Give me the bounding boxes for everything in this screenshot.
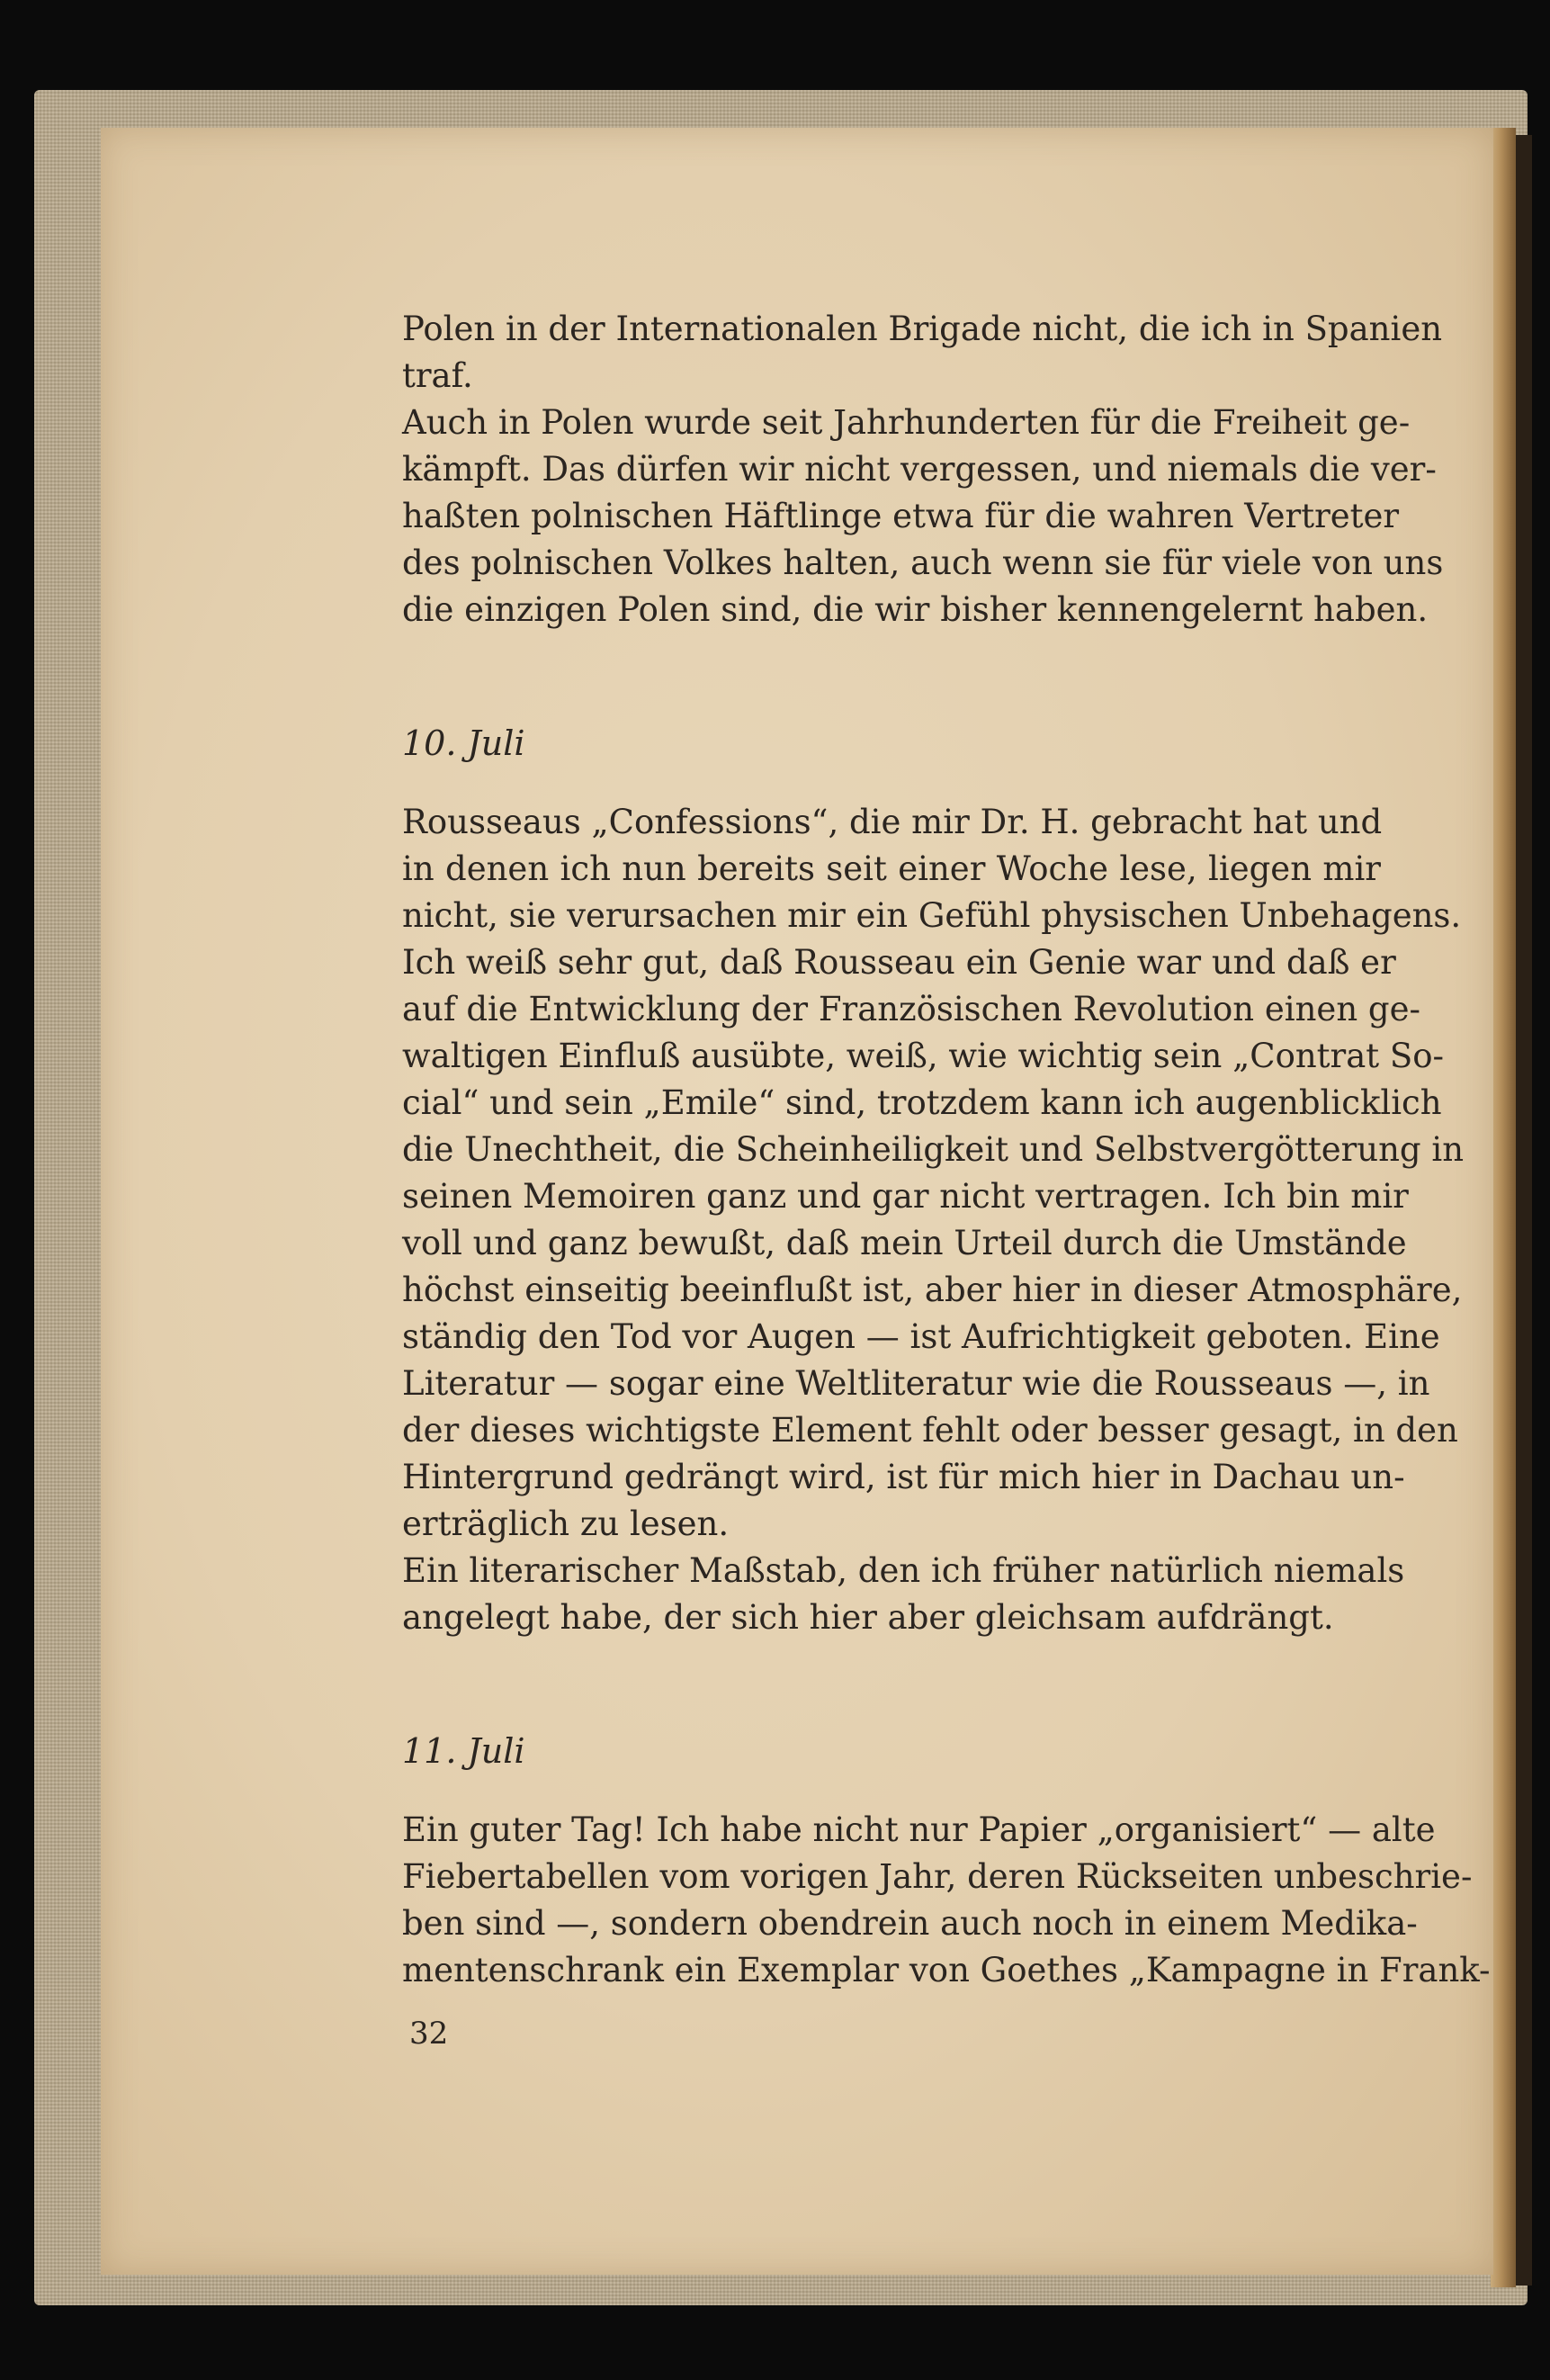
text-line: nicht, sie verursachen mir ein Gefühl physischen Unbehagens. [402, 896, 1462, 935]
text-line: erträglich zu lesen. [402, 1504, 730, 1543]
text-line: der dieses wichtigste Element fehlt oder besser gesagt, in den [402, 1411, 1458, 1450]
text-line: ständig den Tod vor Augen — ist Aufrichtigkeit geboten. Eine [402, 1317, 1440, 1356]
page-number: 32 [409, 2016, 449, 2052]
text-line: kämpft. Das dürfen wir nicht vergessen, und niemals die ver- [402, 450, 1437, 489]
text-line: Polen in der Internationalen Brigade nicht, die ich in Spanien [402, 310, 1443, 348]
text-line: traf. [402, 356, 473, 395]
text-line: Literatur — sogar eine Weltliteratur wie die Rousseaus —, in [402, 1364, 1430, 1403]
text-line: ben sind —, sondern obendrein auch noch in einem Medika- [402, 1904, 1418, 1943]
body-text [402, 306, 1491, 1994]
text-line: Ein literarischer Maßstab, den ich früher natürlich niemals [402, 1551, 1405, 1590]
text-line: mentenschrank ein Exemplar von Goethes „Kampagne in Frank- [402, 1951, 1491, 1989]
text-line: Fiebertabellen vom vorigen Jahr, deren Rückseiten unbeschrie- [402, 1857, 1473, 1896]
text-line: des polnischen Volkes halten, auch wenn sie für viele von uns [402, 543, 1444, 582]
text-line: die Unechtheit, die Scheinheiligkeit und Selbstvergötterung in [402, 1130, 1465, 1169]
entry-date-heading: 10. Juli [402, 723, 525, 763]
text-line: Rousseaus „Confessions“, die mir Dr. H. gebracht hat und [402, 803, 1383, 841]
paragraph-rousseau [402, 799, 1465, 1641]
section-gap [402, 1641, 1381, 1728]
entry-date-heading: 11. Juli [402, 1731, 525, 1771]
page-edges [1491, 128, 1516, 2287]
text-line: Ich weiß sehr gut, daß Rousseau ein Genie war und daß er [402, 943, 1396, 982]
paragraph-goethe [402, 1807, 1491, 1994]
section-gap [402, 633, 1381, 720]
text-line: in denen ich nun bereits seit einer Woche lese, liegen mir [402, 849, 1381, 888]
heading-gap [402, 767, 1381, 799]
text-line: seinen Memoiren ganz und gar nicht vertragen. Ich bin mir [402, 1177, 1409, 1216]
text-line: waltigen Einfluß ausübte, weiß, wie wichtig sein „Contrat So- [402, 1037, 1445, 1075]
heading-gap [402, 1774, 1381, 1807]
text-line: die einzigen Polen sind, die wir bisher kennengelernt haben. [402, 590, 1429, 629]
paragraph-polen [402, 306, 1444, 633]
text-line: Auch in Polen wurde seit Jahrhunderten für die Freiheit ge- [402, 403, 1411, 442]
text-line: cial“ und sein „Emile“ sind, trotzdem kann ich augenblicklich [402, 1083, 1442, 1122]
text-line: voll und ganz bewußt, daß mein Urteil durch die Umstände [402, 1224, 1407, 1262]
text-line: Ein guter Tag! Ich habe nicht nur Papier „organisiert“ — alte [402, 1810, 1436, 1849]
book-spine-shadow [1516, 135, 1532, 2286]
text-line: auf die Entwicklung der Französischen Revolution einen ge- [402, 990, 1421, 1028]
text-line: angelegt habe, der sich hier aber gleichsam aufdrängt. [402, 1598, 1334, 1637]
text-line: höchst einseitig beeinflußt ist, aber hier in dieser Atmosphäre, [402, 1271, 1463, 1309]
text-line: Hintergrund gedrängt wird, ist für mich hier in Dachau un- [402, 1458, 1405, 1496]
text-line: haßten polnischen Häftlinge etwa für die wahren Vertreter [402, 497, 1400, 535]
